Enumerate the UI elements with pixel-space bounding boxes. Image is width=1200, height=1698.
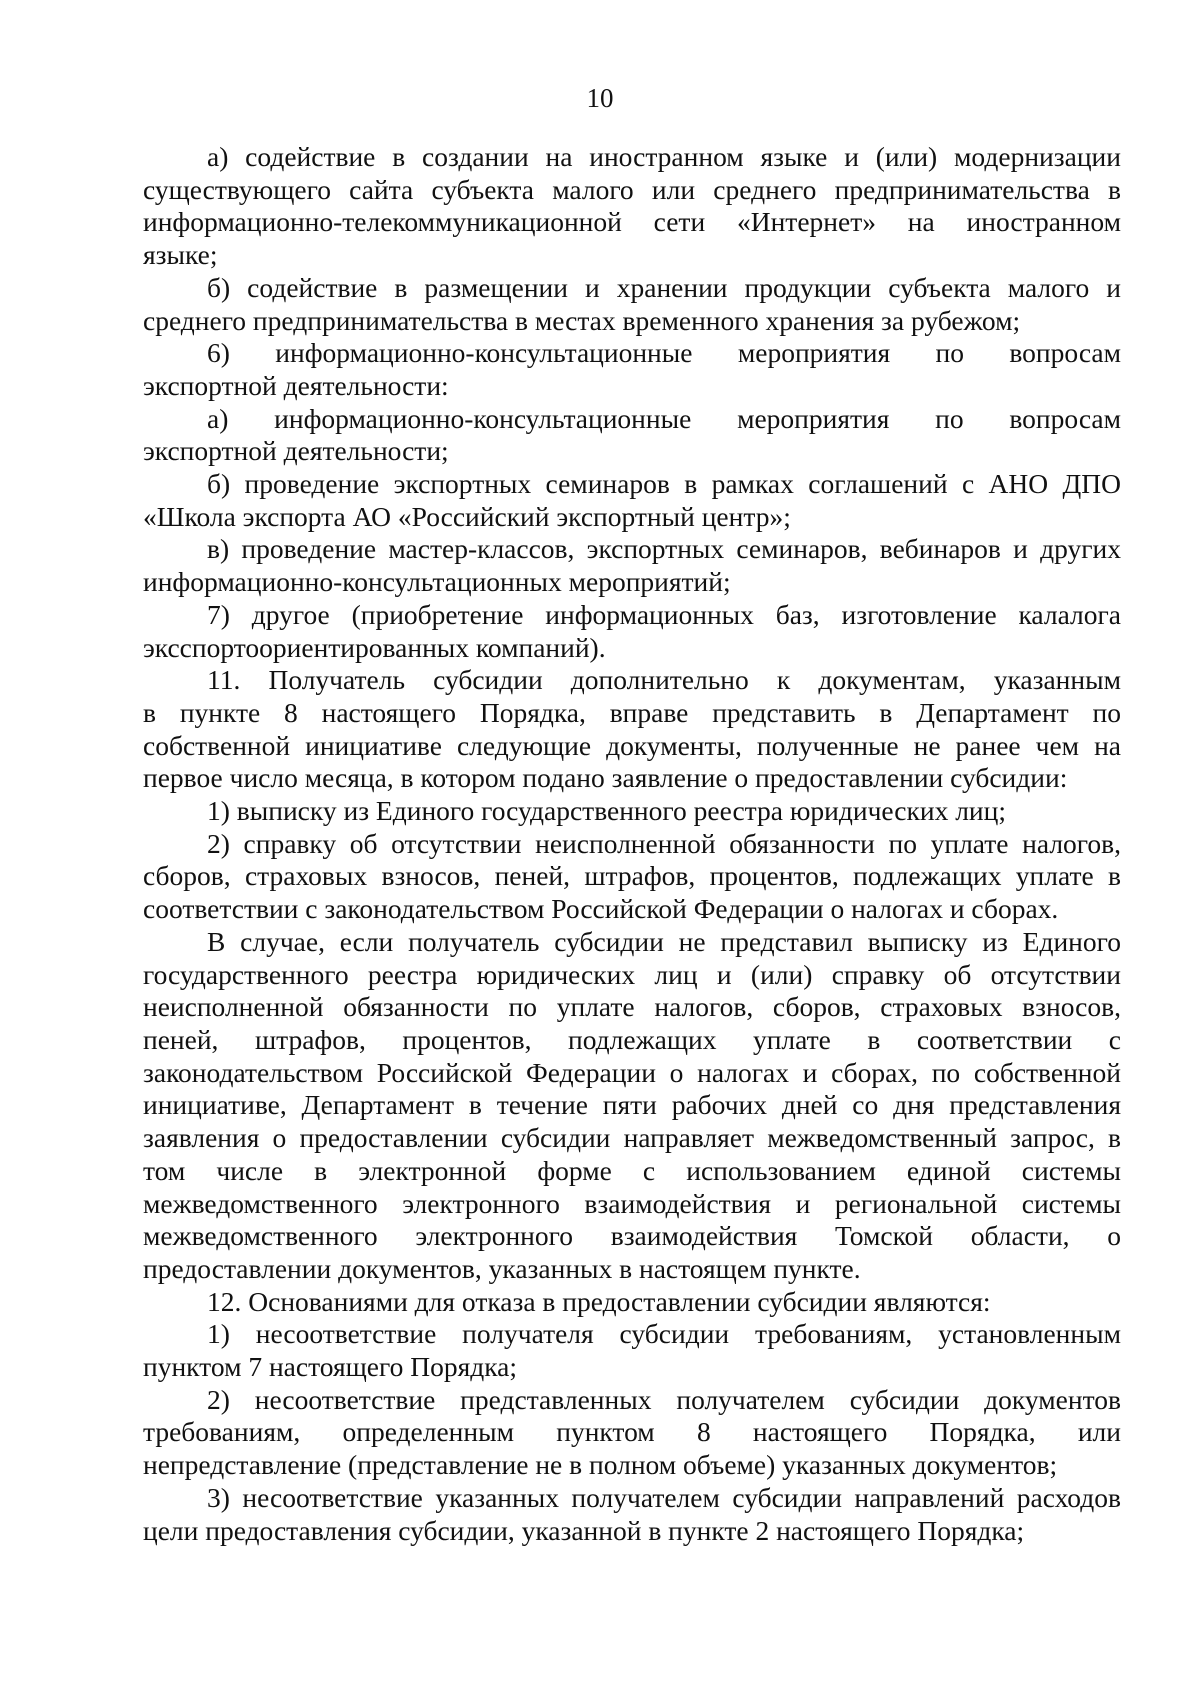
paragraph — [143, 468, 1121, 533]
paragraph — [143, 1318, 1121, 1383]
text-line: том числе в электронной форме с использованием единой системы — [143, 1154, 1121, 1186]
text-line: а) информационно-консультационные мероприятия по вопросам — [207, 402, 1121, 434]
page-number: 10 — [586, 83, 614, 113]
paragraph — [143, 795, 1121, 828]
text-line: государственного реестра юридических лиц и (или) справку об отсутствии — [143, 958, 1121, 990]
text-line: 2) несоответствие представленных получателем субсидии документов — [207, 1383, 1121, 1415]
text-line: цели предоставления субсидии, указанной в пункте 2 настоящего Порядка; — [143, 1514, 1025, 1546]
text-line: требованиям, определенным пунктом 8 настоящего Порядка, или — [143, 1416, 1121, 1448]
text-line: в) проведение мастер-классов, экспортных семинаров, вебинаров и других — [207, 533, 1121, 565]
text-line: экспортной деятельности: — [143, 369, 449, 401]
text-line: пеней, штрафов, процентов, подлежащих уплате в соответствии с — [143, 1023, 1121, 1055]
text-line: межведомственного электронного взаимодействия и региональной системы — [143, 1187, 1121, 1219]
paragraph — [143, 926, 1121, 1286]
text-line: неисполненной обязанности по уплате налогов, сборов, страховых взносов, — [143, 991, 1121, 1023]
text-line: 2) справку об отсутствии неисполненной обязанности по уплате налогов, — [207, 827, 1121, 859]
text-line: сборов, страховых взносов, пеней, штрафов, процентов, подлежащих уплате в — [143, 860, 1121, 892]
text-line: предоставлении документов, указанных в настоящем пункте. — [143, 1252, 861, 1284]
document-body — [143, 141, 1121, 1547]
text-line: экспортной деятельности; — [143, 435, 449, 467]
text-line: межведомственного электронного взаимодействия Томской области, о — [143, 1220, 1121, 1252]
text-line: а) содействие в создании на иностранном языке и (или) модернизации — [207, 141, 1121, 172]
text-line: инициативе, Департамент в течение пяти рабочих дней со дня представления — [143, 1089, 1121, 1121]
text-line: соответствии с законодательством Российской Федерации о налогах и сборах. — [143, 893, 1059, 925]
text-line: существующего сайта субъекта малого или среднего предпринимательства в — [143, 173, 1121, 205]
paragraph — [143, 599, 1121, 664]
text-line: языке; — [143, 239, 218, 271]
text-line: непредставление (представление не в полном объеме) указанных документов; — [143, 1449, 1058, 1481]
paragraph — [143, 533, 1121, 598]
paragraph — [143, 828, 1121, 926]
text-line: 11. Получатель субсидии дополнительно к документам, указанным — [207, 664, 1121, 696]
paragraph — [143, 337, 1121, 402]
text-line: первое число месяца, в котором подано заявление о предоставлении субсидии: — [143, 762, 1068, 794]
text-line: собственной инициативе следующие документы, полученные не ранее чем на — [143, 729, 1121, 761]
text-line: заявления о предоставлении субсидии направляет межведомственный запрос, в — [143, 1122, 1121, 1154]
text-line: В случае, если получатель субсидии не представил выписку из Единого — [207, 925, 1121, 957]
text-line: 12. Основаниями для отказа в предоставлении субсидии являются: — [207, 1285, 991, 1317]
text-line: информационно-телекоммуникационной сети «Интернет» на иностранном — [143, 206, 1121, 238]
paragraph — [143, 272, 1121, 337]
text-line: эксспортоориентированных компаний). — [143, 631, 606, 663]
text-line: среднего предпринимательства в местах временного хранения за рубежом; — [143, 304, 1021, 336]
text-line: 1) несоответствие получателя субсидии требованиям, установленным — [207, 1318, 1121, 1350]
text-line: б) проведение экспортных семинаров в рамках соглашений с АНО ДПО — [207, 468, 1121, 500]
paragraph — [143, 1482, 1121, 1547]
text-line: пунктом 7 настоящего Порядка; — [143, 1351, 518, 1383]
paragraph — [143, 1384, 1121, 1482]
text-line: 1) выписку из Единого государственного реестра юридических лиц; — [207, 795, 1007, 827]
text-line: б) содействие в размещении и хранении продукции субъекта малого и — [207, 271, 1121, 303]
text-line: в пункте 8 настоящего Порядка, вправе представить в Департамент по — [143, 696, 1121, 728]
text-line: информационно-консультационных мероприятий; — [143, 566, 731, 598]
text-line: «Школа экспорта АО «Российский экспортный центр»; — [143, 500, 791, 532]
text-line: 3) несоответствие указанных получателем субсидии направлений расходов — [207, 1481, 1121, 1513]
paragraph — [143, 403, 1121, 468]
paragraph — [143, 1286, 1121, 1319]
text-line: 6) информационно-консультационные мероприятия по вопросам — [207, 337, 1121, 369]
paragraph — [143, 141, 1121, 272]
text-line: 7) другое (приобретение информационных баз, изготовление калалога — [207, 598, 1121, 630]
text-line: законодательством Российской Федерации о налогах и сборах, по собственной — [143, 1056, 1121, 1088]
paragraph — [143, 664, 1121, 795]
